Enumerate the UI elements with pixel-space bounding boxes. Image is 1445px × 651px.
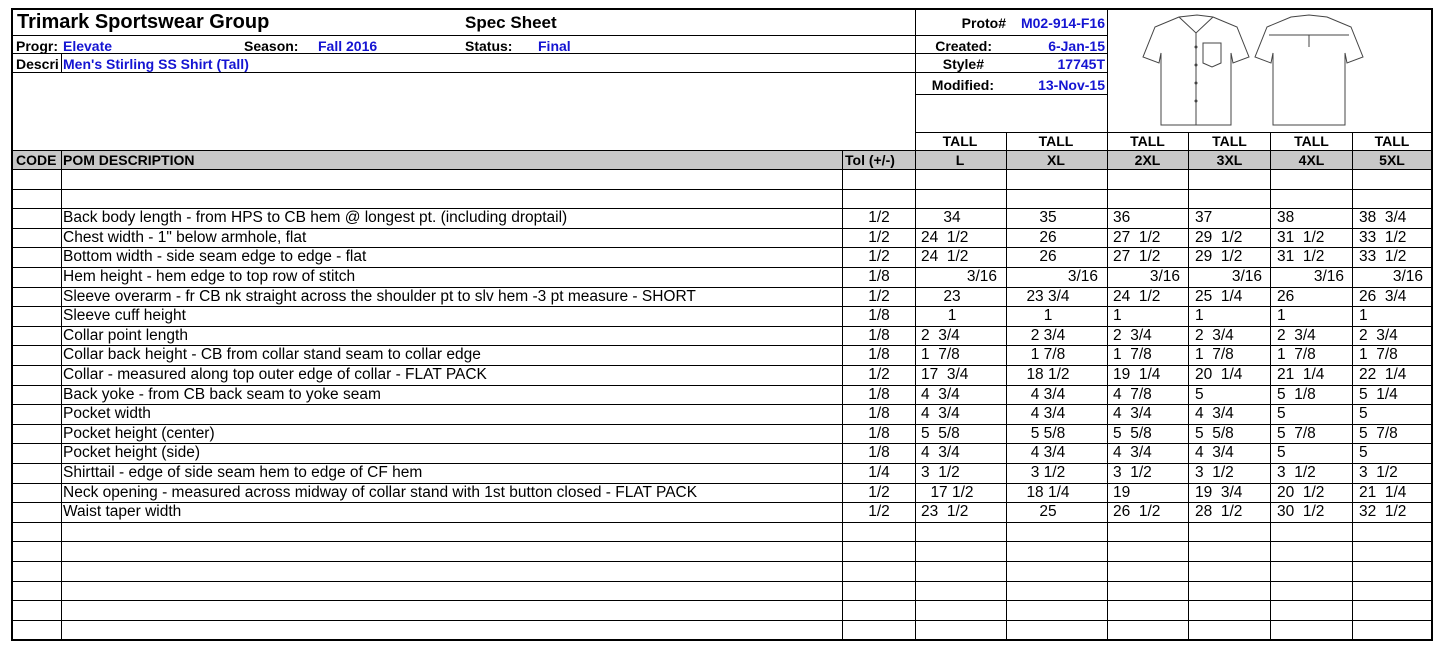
size-fit-3xl: TALL xyxy=(1212,133,1247,149)
measurement-cell-xl: 35 xyxy=(1039,209,1057,227)
measurement-cell-xl: 1 7/8 xyxy=(1030,346,1066,364)
pom-description-cell: Hem height - hem edge to top row of stitch xyxy=(63,268,356,285)
measurement-cell-3xl: 25 1/4 xyxy=(1195,287,1243,305)
table-row xyxy=(13,228,1431,248)
grid-line xyxy=(915,72,1107,73)
size-label-5xl: 5XL xyxy=(1379,152,1405,168)
measurement-cell-xl: 25 xyxy=(1039,503,1057,521)
tolerance-cell: 1/2 xyxy=(868,228,890,246)
measurement-cell-3xl: 29 1/2 xyxy=(1195,228,1243,246)
measurement-cell-2xl: 1 7/8 xyxy=(1113,346,1152,364)
pom-description-cell: Pocket height (side) xyxy=(63,444,200,462)
pom-description-cell: Neck opening - measured across midway of collar stand with 1st button closed - FLAT PACK xyxy=(63,483,698,501)
grid-line xyxy=(915,132,1431,133)
pom-description-cell: Waist taper width xyxy=(63,503,182,521)
measurement-cell-xl: 4 3/4 xyxy=(1030,444,1066,462)
measurement-cell-3xl: 4 3/4 xyxy=(1195,444,1234,462)
measurement-cell-l: 24 1/2 xyxy=(921,248,969,266)
size-label-2xl: 2XL xyxy=(1134,152,1161,168)
measurement-cell-xl: 26 xyxy=(1039,228,1057,246)
measurement-cell-4xl: 26 xyxy=(1277,287,1295,305)
grid-line xyxy=(13,72,915,73)
program-label: Progr: xyxy=(16,38,58,54)
pom-description-cell: Back yoke - from CB back seam to yoke seam xyxy=(63,385,381,403)
measurement-cell-4xl: 5 7/8 xyxy=(1277,424,1316,442)
measurement-cell-xl: 18 1/2 xyxy=(1026,366,1070,383)
measurement-cell-5xl: 5 1/4 xyxy=(1359,385,1398,403)
status-label: Status: xyxy=(465,38,513,54)
tolerance-cell: 1/8 xyxy=(868,405,890,423)
pom-description-cell: Collar back height - CB from collar stand seam to collar edge xyxy=(63,346,481,364)
measurement-cell-l: 3/16 xyxy=(966,268,997,285)
grid-line xyxy=(13,561,1431,562)
table-row xyxy=(13,443,1431,463)
status-value: Final xyxy=(538,38,571,54)
measurement-cell-xl: 18 1/4 xyxy=(1026,483,1070,501)
measurement-cell-3xl: 20 1/4 xyxy=(1195,366,1243,383)
measurement-cell-4xl: 5 xyxy=(1277,444,1286,462)
grid-line xyxy=(13,581,1431,582)
measurement-cell-3xl: 1 xyxy=(1195,307,1204,325)
tolerance-cell: 1/2 xyxy=(868,366,890,383)
measurement-cell-3xl: 4 3/4 xyxy=(1195,405,1234,423)
tolerance-cell: 1/8 xyxy=(868,346,890,364)
table-row xyxy=(13,208,1431,228)
measurement-cell-4xl: 38 xyxy=(1277,209,1295,227)
measurement-cell-5xl: 2 3/4 xyxy=(1359,326,1398,344)
measurement-cell-2xl: 3 1/2 xyxy=(1113,464,1152,481)
sheet-title: Spec Sheet xyxy=(465,13,557,32)
measurement-cell-l: 1 xyxy=(947,307,957,325)
measurement-cell-5xl: 26 3/4 xyxy=(1359,287,1407,305)
tolerance-cell: 1/8 xyxy=(868,424,890,442)
size-label-xl: XL xyxy=(1047,152,1065,168)
measurement-cell-l: 1 7/8 xyxy=(921,346,960,364)
modified-label: Modified: xyxy=(931,77,994,93)
tolerance-cell: 1/4 xyxy=(868,464,890,481)
measurement-cell-2xl: 19 xyxy=(1113,483,1131,501)
pom-description-cell: Collar - measured along top outer edge of collar - FLAT PACK xyxy=(63,366,487,383)
measurement-cell-4xl: 20 1/2 xyxy=(1277,483,1325,501)
measurement-cell-2xl: 5 5/8 xyxy=(1113,424,1152,442)
measurement-cell-3xl: 3 1/2 xyxy=(1195,464,1234,481)
measurement-cell-5xl: 22 1/4 xyxy=(1359,366,1407,383)
size-fit-2xl: TALL xyxy=(1130,133,1165,149)
tolerance-cell: 1/8 xyxy=(868,444,890,462)
measurement-cell-2xl: 1 xyxy=(1113,307,1122,325)
grid-line xyxy=(915,35,1107,36)
pom-description-header: POM DESCRIPTION xyxy=(63,152,195,168)
tolerance-cell: 1/2 xyxy=(868,209,890,227)
measurement-cell-2xl: 2 3/4 xyxy=(1113,326,1152,344)
measurement-cell-3xl: 29 1/2 xyxy=(1195,248,1243,266)
measurement-cell-l: 24 1/2 xyxy=(921,228,969,246)
tolerance-cell: 1/8 xyxy=(868,385,890,403)
created-value: 6-Jan-15 xyxy=(1048,38,1105,54)
measurement-cell-4xl: 5 xyxy=(1277,405,1286,423)
pom-description-cell: Back body length - from HPS to CB hem @ longest pt. (including droptail) xyxy=(63,209,568,227)
table-row xyxy=(13,483,1431,503)
table-row xyxy=(13,247,1431,267)
grid-line xyxy=(13,35,915,36)
tolerance-cell: 1/8 xyxy=(868,307,890,325)
measurement-cell-5xl: 5 xyxy=(1359,444,1368,462)
measurement-cell-4xl: 5 1/8 xyxy=(1277,385,1316,403)
measurement-cell-5xl: 38 3/4 xyxy=(1359,209,1407,227)
measurement-cell-l: 17 1/2 xyxy=(930,483,974,501)
tolerance-cell: 1/2 xyxy=(868,503,890,521)
measurement-cell-xl: 2 3/4 xyxy=(1030,326,1066,344)
measurement-cell-5xl: 5 xyxy=(1359,405,1368,423)
measurement-cell-3xl: 1 7/8 xyxy=(1195,346,1234,364)
pom-description-cell: Chest width - 1" below armhole, flat xyxy=(63,228,307,246)
measurement-cell-3xl: 5 5/8 xyxy=(1195,424,1234,442)
measurement-cell-l: 5 5/8 xyxy=(921,424,960,442)
description-value: Men's Stirling SS Shirt (Tall) xyxy=(63,56,249,72)
table-row xyxy=(13,345,1431,365)
grid-line xyxy=(13,169,1431,170)
size-label-3xl: 3XL xyxy=(1216,152,1243,168)
measurement-cell-5xl: 32 1/2 xyxy=(1359,503,1407,521)
company-name: Trimark Sportswear Group xyxy=(17,11,270,33)
measurement-cell-2xl: 36 xyxy=(1113,209,1131,227)
measurement-cell-3xl: 28 1/2 xyxy=(1195,503,1243,521)
measurement-cell-l: 34 xyxy=(943,209,961,227)
measurement-cell-4xl: 30 1/2 xyxy=(1277,503,1325,521)
shirt-sketch-image xyxy=(1141,13,1381,128)
measurement-cell-l: 17 3/4 xyxy=(921,366,969,383)
table-row xyxy=(13,306,1431,326)
grid-line xyxy=(13,189,1431,190)
measurement-cell-l: 4 3/4 xyxy=(921,405,960,423)
measurement-cell-4xl: 2 3/4 xyxy=(1277,326,1316,344)
table-row xyxy=(13,502,1431,522)
pom-description-cell: Bottom width - side seam edge to edge - flat xyxy=(63,248,367,266)
size-label-4xl: 4XL xyxy=(1298,152,1325,168)
measurement-cell-2xl: 4 3/4 xyxy=(1113,405,1152,423)
measurement-cell-xl: 3/16 xyxy=(1067,268,1098,285)
tolerance-cell: 1/8 xyxy=(868,326,890,344)
measurement-cell-4xl: 3 1/2 xyxy=(1277,464,1316,481)
measurement-cell-5xl: 1 xyxy=(1359,307,1368,325)
spec-sheet xyxy=(11,8,1433,641)
measurement-cell-5xl: 1 7/8 xyxy=(1359,346,1398,364)
measurement-cell-3xl: 2 3/4 xyxy=(1195,326,1234,344)
table-row xyxy=(13,463,1431,483)
measurement-cell-4xl: 1 7/8 xyxy=(1277,346,1316,364)
measurement-cell-2xl: 4 3/4 xyxy=(1113,444,1152,462)
table-row xyxy=(13,287,1431,307)
grid-line xyxy=(13,639,1431,640)
measurement-cell-5xl: 5 7/8 xyxy=(1359,424,1398,442)
measurement-cell-2xl: 27 1/2 xyxy=(1113,248,1161,266)
size-fit-l: TALL xyxy=(942,133,978,149)
style-value: 17745T xyxy=(1057,56,1105,72)
measurement-cell-2xl: 26 1/2 xyxy=(1113,503,1161,521)
measurement-cell-2xl: 3/16 xyxy=(1149,268,1180,285)
measurement-cell-xl: 5 5/8 xyxy=(1030,424,1066,442)
pom-description-cell: Collar point length xyxy=(63,326,188,344)
measurement-cell-5xl: 33 1/2 xyxy=(1359,228,1407,246)
measurement-cell-l: 3 1/2 xyxy=(921,464,960,481)
pom-description-cell: Sleeve cuff height xyxy=(63,307,186,325)
tolerance-cell: 1/2 xyxy=(868,483,890,501)
modified-value: 13-Nov-15 xyxy=(1038,77,1105,93)
table-row xyxy=(13,424,1431,444)
measurement-cell-3xl: 19 3/4 xyxy=(1195,483,1243,501)
description-label: Descri xyxy=(16,56,59,72)
measurement-cell-5xl: 3/16 xyxy=(1392,268,1423,285)
measurement-cell-xl: 3 1/2 xyxy=(1030,464,1066,481)
measurement-cell-4xl: 3/16 xyxy=(1313,268,1344,285)
table-row xyxy=(13,404,1431,424)
table-row xyxy=(13,365,1431,385)
size-label-l: L xyxy=(955,152,965,168)
style-label: Style# xyxy=(942,56,984,72)
size-fit-xl: TALL xyxy=(1038,133,1074,149)
program-value: Elevate xyxy=(63,38,113,54)
grid-line xyxy=(13,620,1431,621)
proto-label: Proto# xyxy=(961,15,1006,31)
pom-description-cell: Sleeve overarm - fr CB nk straight across the shoulder pt to slv hem -3 pt measure - SHORT xyxy=(63,287,696,305)
grid-line xyxy=(61,53,62,73)
pom-description-cell: Shirttail - edge of side seam hem to edge of CF hem xyxy=(63,464,423,481)
size-fit-5xl: TALL xyxy=(1374,133,1410,149)
season-value: Fall 2016 xyxy=(318,38,378,54)
pom-description-cell: Pocket width xyxy=(63,405,151,423)
measurement-cell-4xl: 21 1/4 xyxy=(1277,366,1325,383)
grid-line xyxy=(13,150,1431,151)
measurement-cell-5xl: 3 1/2 xyxy=(1359,464,1398,481)
measurement-cell-xl: 4 3/4 xyxy=(1030,405,1066,423)
measurement-cell-xl: 1 xyxy=(1043,307,1053,325)
code-header: CODE xyxy=(16,152,57,168)
season-label: Season: xyxy=(244,38,299,54)
measurement-cell-2xl: 24 1/2 xyxy=(1113,287,1161,305)
measurement-cell-l: 2 3/4 xyxy=(921,326,960,344)
measurement-cell-l: 4 3/4 xyxy=(921,385,960,403)
tolerance-cell: 1/8 xyxy=(868,268,890,285)
grid-line xyxy=(13,600,1431,601)
grid-line xyxy=(13,53,915,54)
measurement-cell-5xl: 33 1/2 xyxy=(1359,248,1407,266)
measurement-cell-3xl: 37 xyxy=(1195,209,1213,227)
pom-description-cell: Pocket height (center) xyxy=(63,424,215,442)
measurement-cell-4xl: 31 1/2 xyxy=(1277,248,1325,266)
grid-line xyxy=(13,541,1431,542)
table-row xyxy=(13,385,1431,405)
proto-value: M02-914-F16 xyxy=(1020,15,1105,31)
measurement-cell-4xl: 31 1/2 xyxy=(1277,228,1325,246)
tolerance-cell: 1/2 xyxy=(868,248,890,266)
measurement-cell-l: 4 3/4 xyxy=(921,444,960,462)
size-fit-4xl: TALL xyxy=(1294,133,1329,149)
grid-line xyxy=(915,94,1107,95)
measurement-cell-xl: 23 3/4 xyxy=(1026,287,1070,305)
measurement-cell-2xl: 4 7/8 xyxy=(1113,385,1152,403)
measurement-cell-4xl: 1 xyxy=(1277,307,1286,325)
measurement-cell-2xl: 27 1/2 xyxy=(1113,228,1161,246)
measurement-cell-xl: 4 3/4 xyxy=(1030,385,1066,403)
measurement-cell-5xl: 21 1/4 xyxy=(1359,483,1407,501)
created-label: Created: xyxy=(935,38,992,54)
measurement-cell-l: 23 1/2 xyxy=(921,503,969,521)
table-row xyxy=(13,326,1431,346)
measurement-cell-2xl: 19 1/4 xyxy=(1113,366,1161,383)
measurement-cell-3xl: 5 xyxy=(1195,385,1204,403)
tolerance-cell: 1/2 xyxy=(868,287,890,305)
measurement-cell-l: 23 xyxy=(943,287,961,305)
table-row xyxy=(13,267,1431,287)
measurement-cell-xl: 26 xyxy=(1039,248,1057,266)
measurement-cell-3xl: 3/16 xyxy=(1231,268,1262,285)
grid-line xyxy=(915,53,1107,54)
tolerance-header: Tol (+/-) xyxy=(845,152,895,168)
